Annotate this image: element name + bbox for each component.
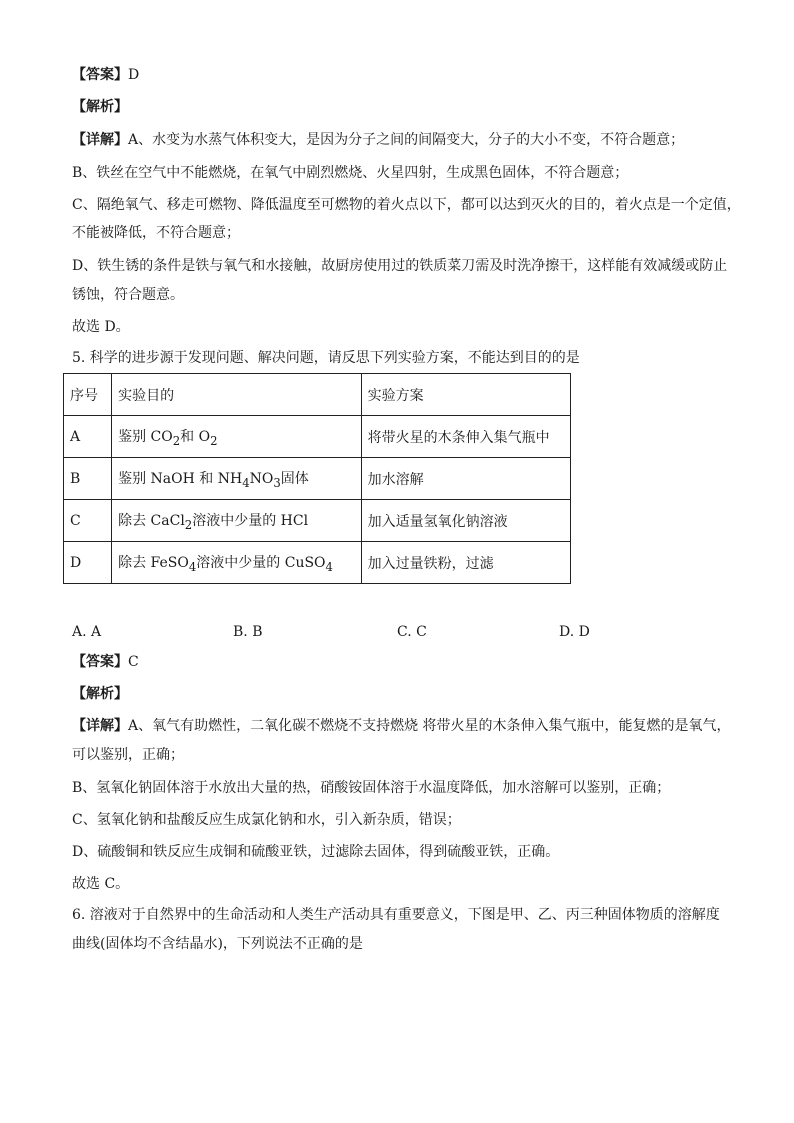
row-id: B [64,458,112,500]
row-id: C [64,500,112,542]
q5-detail-d: D、硫酸铜和铁反应生成铜和硫酸亚铁，过滤除去固体，得到硫酸亚铁，正确。 [72,844,560,860]
row-purpose: 鉴别 NaOH 和 $NH_4NO_3$固体 [112,458,361,500]
answer-value: C [128,654,139,670]
detail-label: 【详解】 [72,132,128,148]
row-plan: 将带火星的木条伸入集气瓶中 [361,416,570,458]
q5-detail-c: C、氢氧化钠和盐酸反应生成氯化钠和水，引入新杂质，错误； [72,812,461,828]
q5-detail-a2: 可以鉴别，正确； [72,747,184,763]
q4-detail-c2: 不能被降低，不符合题意； [72,225,240,241]
q5-detail-b: B、氢氧化钠固体溶于水放出大量的热，硝酸铵固体溶于水温度降低，加水溶解可以鉴别，正确； [72,780,671,796]
header-cell: 序号 [64,374,112,416]
header-cell: 实验目的 [112,374,361,416]
table-header-row [64,374,571,416]
detail-label: 【详解】 [72,718,128,734]
row-purpose: 鉴别 $CO_2$和 $O_2$ [112,416,361,458]
row-plan: 加水溶解 [361,458,570,500]
option-d: D. D [559,624,590,640]
q4-analysis-label: 【解析】 [72,99,128,115]
q4-detail-d2: 锈蚀，符合题意。 [72,287,184,303]
row-plan: 加入过量铁粉，过滤 [361,542,570,584]
q5-detail-a1: 【详解】A、氧气有助燃性，二氧化碳不燃烧不支持燃烧 将带火星的木条伸入集气瓶中，能复燃的是氧气， [72,718,731,734]
q5-analysis-label: 【解析】 [72,686,128,702]
q4-detail-b: B、铁丝在空气中不能燃烧，在氧气中剧烈燃烧、火星四射，生成黑色固体，不符合题意； [72,165,629,181]
answer-value: D [128,67,140,83]
q4-detail-c1: C、隔绝氧气、移走可燃物、降低温度至可燃物的着火点以下，都可以达到灭火的目的，着火点是一个定值， [72,197,741,213]
q5-answer-line [72,652,139,672]
q6-stem-1: 6. 溶液对于自然界中的生命活动和人类生产活动具有重要意义，下图是甲、乙、丙三种固体物质的溶解度 [72,907,720,923]
q5-stem: 5. 科学的进步源于发现问题、解决问题，请反思下列实验方案，不能达到目的的是 [72,350,580,366]
table-row [64,416,571,458]
option-c: C. C [397,624,427,640]
q4-detail-a: 【详解】A、水变为水蒸气体积变大，是因为分子之间的间隔变大，分子的大小不变，不符合题意； [72,132,685,148]
q4-conclusion: 故选 D。 [72,319,130,335]
q4-answer-line [72,65,139,85]
option-a: A. A [72,624,102,640]
experiment-table [63,373,571,584]
header-cell: 实验方案 [361,374,570,416]
row-id: D [64,542,112,584]
table-row [64,458,571,500]
answer-label: 【答案】 [72,654,128,670]
row-plan: 加入适量氢氧化钠溶液 [361,500,570,542]
q5-conclusion: 故选 C。 [72,876,130,892]
q4-detail-d1: D、铁生锈的条件是铁与氧气和水接触，故厨房使用过的铁质菜刀需及时洗净擦干，这样能有效减缓或防止 [72,258,728,274]
table-row [64,500,571,542]
row-id: A [64,416,112,458]
row-purpose: 除去 FeSO$_4$溶液中少量的 CuSO$_4$ [112,542,361,584]
option-b: B. B [233,624,263,640]
answer-label: 【答案】 [72,67,128,83]
q6-stem-2: 曲线(固体均不含结晶水)，下列说法不正确的是 [72,936,363,952]
row-purpose: 除去 CaCl$_2$溶液中少量的 HCl [112,500,361,542]
table-row [64,542,571,584]
